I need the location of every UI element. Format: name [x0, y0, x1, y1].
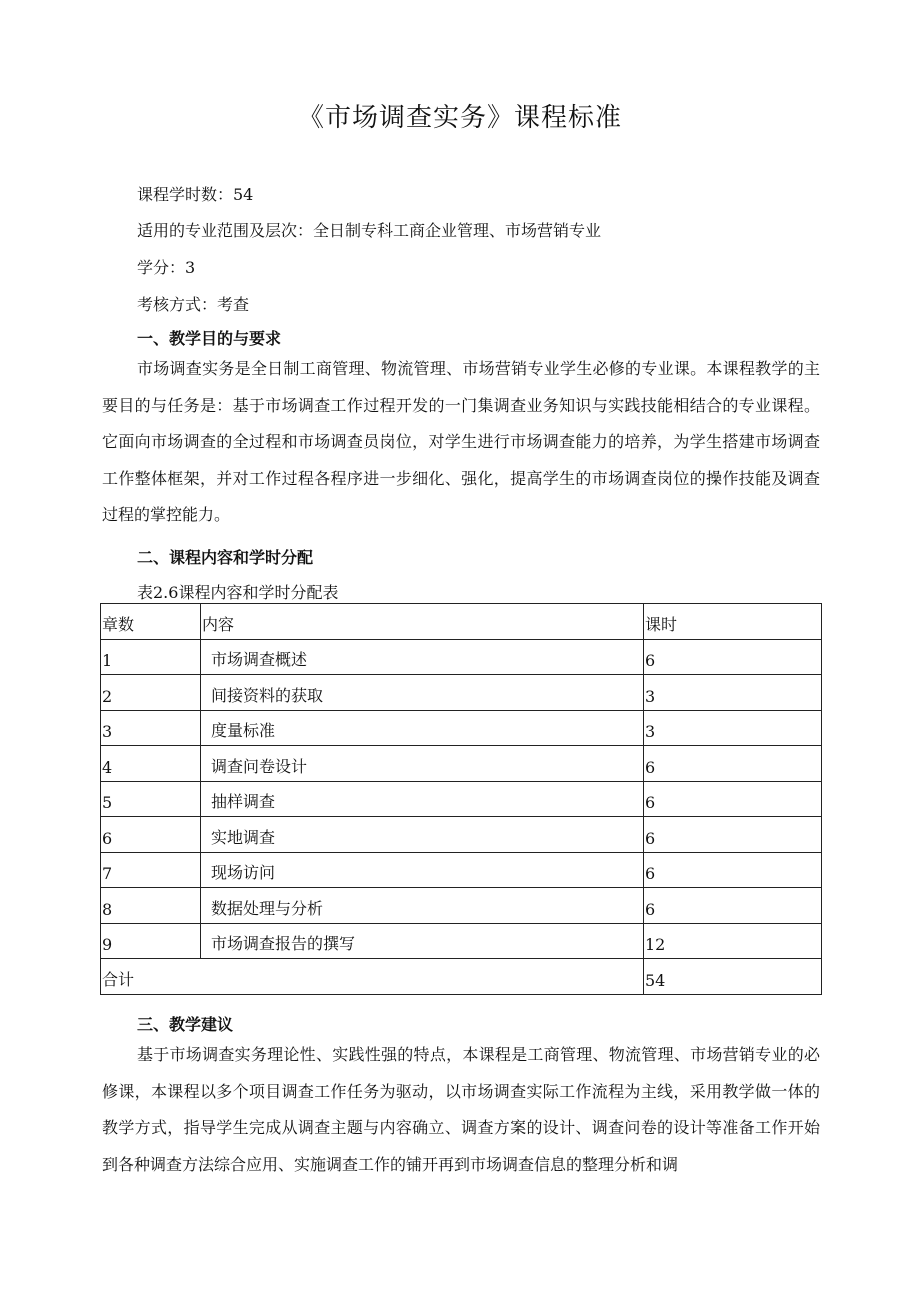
cell-hours: 12: [644, 923, 822, 959]
cell-hours: 6: [644, 817, 822, 853]
table-row: [101, 675, 822, 711]
cell-hours: 6: [644, 852, 822, 888]
page-title: 《市场调查实务》课程标准: [297, 103, 622, 133]
cell-content: 现场访问: [201, 852, 644, 888]
cell-content: 度量标准: [201, 710, 644, 746]
cell-chapter: 3: [101, 710, 201, 746]
cell-chapter: 9: [101, 923, 201, 959]
table-row: [101, 817, 822, 853]
cell-content: 数据处理与分析: [201, 888, 644, 924]
cell-chapter: 2: [101, 675, 201, 711]
cell-content: 市场调查概述: [201, 639, 644, 675]
table-row: [101, 923, 822, 959]
total-hours: 54: [644, 959, 822, 995]
cell-chapter: 4: [101, 746, 201, 782]
cell-chapter: 5: [101, 781, 201, 817]
credits: 学分：3: [137, 258, 196, 277]
table-total-row: [101, 959, 822, 995]
header-chapter: 章数: [101, 604, 201, 640]
header-hours: 课时: [644, 604, 822, 640]
table-header-row: [101, 604, 822, 640]
cell-content: 市场调查报告的撰写: [201, 923, 644, 959]
cell-content: 抽样调查: [201, 781, 644, 817]
total-label: 合计: [101, 959, 644, 995]
cell-content: 间接资料的获取: [201, 675, 644, 711]
cell-content: 调查问卷设计: [201, 746, 644, 782]
cell-chapter: 1: [101, 639, 201, 675]
section3-paragraph: 基于市场调查实务理论性、实践性强的特点，本课程是工商管理、物流管理、市场营销专业的必修课，本课程以多个项目调查工作任务为驱动，以市场调查实际工作流程为主线，采用教学做一体的教学方式，指导学生完成从调查主题与内容确立、调查方案的设计、调查问卷的设计等准备工作开始到各种调查方法综合应用、实施调查工作的铺开再到市场调查信息的整理分析和调: [102, 1045, 820, 1174]
schedule-table: [100, 603, 822, 995]
section3-heading: 三、教学建议: [137, 1015, 234, 1034]
cell-hours: 6: [644, 746, 822, 782]
cell-chapter: 7: [101, 852, 201, 888]
table-row: [101, 781, 822, 817]
applicable-scope: 适用的专业范围及层次：全日制专科工商企业管理、市场营销专业: [137, 221, 602, 240]
section2-heading: 二、课程内容和学时分配: [137, 548, 314, 567]
table-row: [101, 852, 822, 888]
cell-chapter: 8: [101, 888, 201, 924]
cell-hours: 6: [644, 639, 822, 675]
cell-chapter: 6: [101, 817, 201, 853]
section1-paragraph: 市场调查实务是全日制工商管理、物流管理、市场营销专业学生必修的专业课。本课程教学的主要目的与任务是：基于市场调查工作过程开发的一门集调查业务知识与实践技能相结合的专业课程。它面向市场调查的全过程和市场调查员岗位，对学生进行市场调查能力的培养，为学生搭建市场调查工作整体框架，并对工作过程各程序进一步细化、强化，提高学生的市场调查岗位的操作技能及调查过程的掌控能力。: [102, 359, 820, 524]
cell-hours: 3: [644, 710, 822, 746]
table-caption: 表2.6课程内容和学时分配表: [137, 583, 339, 602]
assessment-method: 考核方式：考查: [137, 295, 250, 314]
table-row: [101, 710, 822, 746]
course-hours: 课程学时数：54: [137, 185, 254, 204]
header-content: 内容: [201, 604, 644, 640]
cell-content: 实地调查: [201, 817, 644, 853]
table-row: [101, 888, 822, 924]
table-row: [101, 639, 822, 675]
section1-heading: 一、教学目的与要求: [137, 329, 282, 348]
cell-hours: 6: [644, 781, 822, 817]
cell-hours: 6: [644, 888, 822, 924]
table-row: [101, 746, 822, 782]
cell-hours: 3: [644, 675, 822, 711]
